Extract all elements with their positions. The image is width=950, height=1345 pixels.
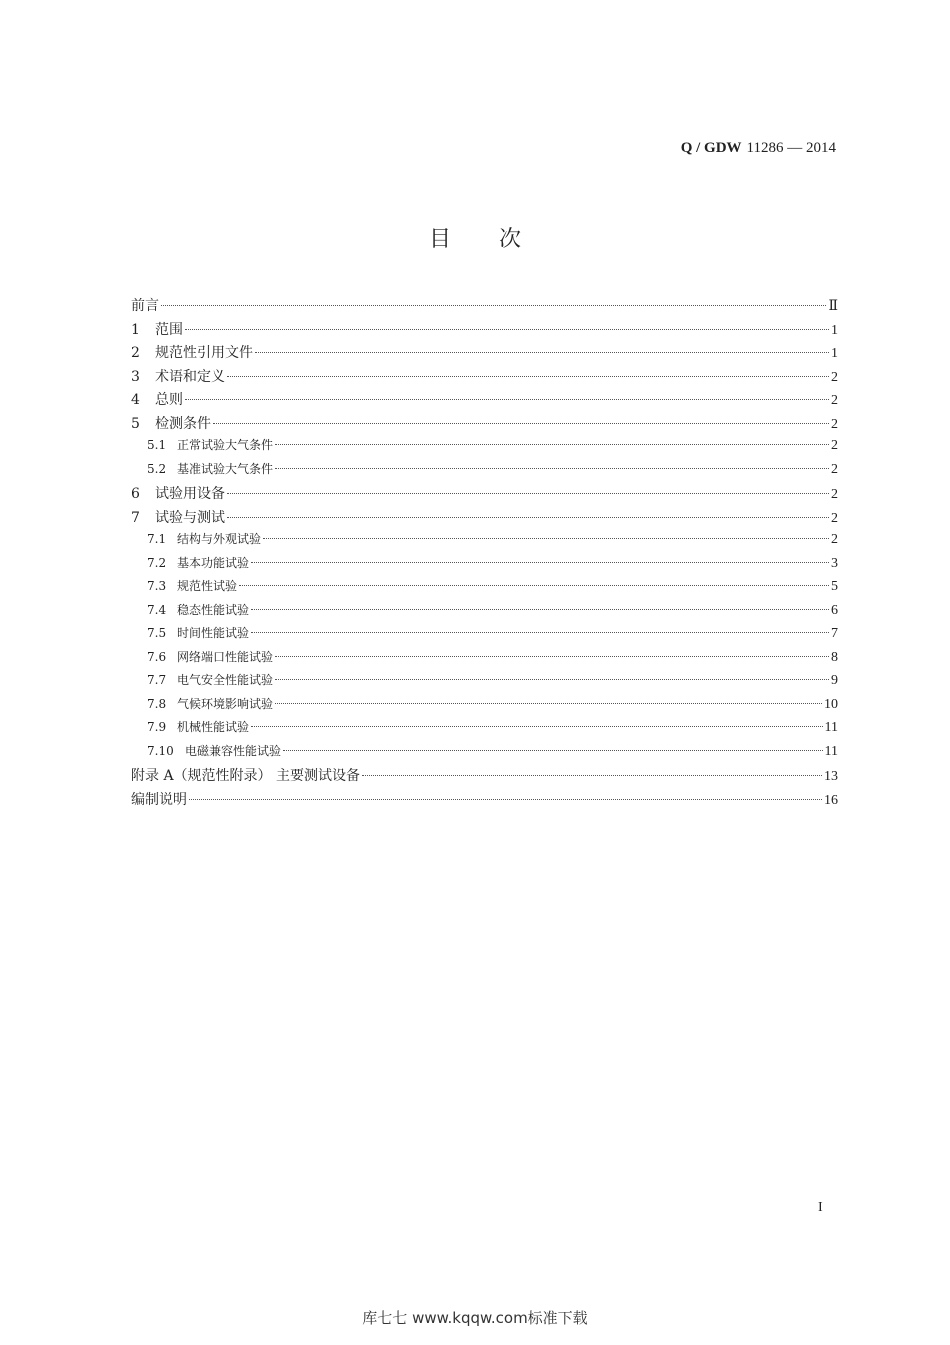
toc-entry-number: 3 [131, 368, 140, 385]
toc-leader [161, 305, 826, 306]
standard-code [681, 140, 836, 157]
toc-leader [227, 517, 829, 518]
toc-entry-4[interactable] [131, 389, 838, 413]
toc-entry-5-1[interactable] [131, 436, 838, 460]
watermark-text: 库七七 www.kqqw.com标准下载 [362, 1309, 588, 1327]
toc-entry-7-5[interactable] [131, 624, 838, 648]
toc-title: 目次 [428, 227, 569, 252]
toc-entry-7-3[interactable] [131, 577, 838, 601]
toc-entry-label: 时间性能试验 [177, 626, 250, 640]
toc-leader [251, 632, 829, 633]
toc-leader [251, 562, 829, 563]
toc-leader [189, 799, 822, 800]
toc-entry-page: 2 [831, 393, 838, 408]
toc-leader [227, 376, 829, 377]
toc-leader [251, 609, 829, 610]
toc-entry-label: 气候环境影响试验 [177, 696, 274, 711]
toc-entry-number: 1 [131, 321, 140, 338]
toc-entry-page: 2 [831, 532, 838, 547]
toc-leader [275, 656, 829, 657]
toc-entry-number: 6 [131, 486, 140, 502]
toc-entry-number: 2 [131, 345, 140, 361]
toc-entry-7-7[interactable] [131, 671, 838, 695]
toc-entry-page: 5 [831, 579, 838, 594]
toc-entry-number: 4 [131, 392, 140, 408]
toc-entry-number: 7.7 [147, 673, 167, 687]
toc-entry-label: 电磁兼容性能试验 [185, 743, 282, 758]
toc-entry-page: 2 [831, 438, 838, 453]
toc-entry-2[interactable] [131, 342, 838, 366]
toc-entry-page: 9 [831, 673, 838, 688]
toc-entry-label: 基准试验大气条件 [177, 461, 274, 476]
toc-leader [283, 750, 823, 751]
toc-entry-number: 7.2 [147, 555, 167, 570]
toc-entry-5-2[interactable] [131, 460, 838, 484]
toc-entry-7-8[interactable] [131, 695, 838, 719]
toc-entry-label: 总则 [155, 392, 183, 408]
toc-entry-appendix-a[interactable] [131, 765, 838, 789]
toc-entry-number: 7.10 [147, 743, 174, 758]
toc-entry-number: 7 [131, 509, 140, 526]
toc-entry-label: 检测条件 [155, 415, 211, 432]
toc-entry-label: 试验与测试 [155, 509, 225, 526]
toc-entry-page: 8 [831, 649, 838, 665]
toc-entry-3[interactable] [131, 366, 838, 390]
toc-entry-label: 编制说明 [131, 791, 187, 808]
toc-leader [275, 444, 829, 445]
toc-entry-page: 2 [831, 416, 838, 432]
standard-code-prefix: Q / GDW [680, 140, 742, 156]
toc-entry-page: Ⅱ [828, 299, 838, 314]
toc-entry-6[interactable] [131, 483, 838, 507]
toc-entry-page: 6 [831, 602, 838, 618]
toc-entry-label: 基本功能试验 [177, 555, 250, 570]
toc-entry-label: 机械性能试验 [177, 720, 250, 734]
toc-entry-label: 正常试验大气条件 [177, 438, 274, 452]
toc-entry-number: 7.1 [147, 532, 167, 546]
toc-entry-7-4[interactable] [131, 601, 838, 625]
toc-entry-page: 1 [831, 322, 838, 338]
toc-entry-label: 规范性引用文件 [155, 345, 253, 361]
toc-entry-page: 11 [824, 720, 838, 735]
toc-entry-label: 术语和定义 [155, 368, 225, 385]
page-number: I [818, 1200, 823, 1215]
toc-leader [185, 399, 829, 400]
toc-entry-label: 结构与外观试验 [177, 532, 262, 546]
toc-leader [185, 329, 829, 330]
toc-entry-label: 网络端口性能试验 [177, 649, 274, 664]
toc-entry-label: 试验用设备 [155, 486, 225, 502]
toc-entry-page: 2 [831, 369, 838, 385]
toc-entry-compilation-notes[interactable] [131, 789, 838, 813]
toc-entry-label: 规范性试验 [177, 579, 238, 593]
toc-entry-7-10[interactable] [131, 742, 838, 766]
toc-entry-7-2[interactable] [131, 554, 838, 578]
toc-entry-page: 16 [824, 792, 838, 808]
toc-leader [255, 352, 829, 353]
toc-entry-page: 2 [831, 487, 838, 502]
toc-entry-number: 7.9 [147, 720, 167, 734]
toc-entry-number: 7.8 [147, 696, 167, 711]
toc-entry-page: 2 [831, 461, 838, 477]
toc-entry-7-9[interactable] [131, 718, 838, 742]
toc-entry-7-6[interactable] [131, 648, 838, 672]
toc-entry-foreword[interactable] [131, 295, 838, 319]
toc-leader [239, 585, 829, 586]
toc-entry-label: 电气安全性能试验 [177, 673, 274, 687]
toc-entry-page: 10 [824, 696, 838, 712]
toc-entry-page: 11 [824, 743, 838, 759]
toc-entry-7-1[interactable] [131, 530, 838, 554]
toc-entry-label: 前言 [131, 298, 159, 314]
toc-entry-label: 稳态性能试验 [177, 602, 250, 617]
toc-leader [275, 679, 829, 680]
toc-entry-5[interactable] [131, 413, 838, 437]
toc-entry-number: 7.4 [147, 602, 167, 617]
toc-entry-page: 1 [831, 346, 838, 361]
toc-entry-1[interactable] [131, 319, 838, 343]
toc-entry-number: 5 [131, 415, 140, 432]
toc-entry-label: 附录 A（规范性附录） 主要测试设备 [131, 768, 361, 784]
toc-leader [275, 468, 829, 469]
toc-entry-7[interactable] [131, 507, 838, 531]
toc-entry-number: 5.2 [147, 461, 167, 476]
toc-leader [275, 703, 822, 704]
toc-entry-page: 3 [831, 555, 838, 571]
standard-code-number: 11286 — 2014 [746, 140, 836, 156]
toc-leader [362, 775, 822, 776]
toc-entry-page: 13 [824, 769, 838, 784]
toc-leader [263, 538, 829, 539]
toc-entry-number: 5.1 [147, 438, 167, 452]
toc-entry-number: 7.3 [147, 579, 167, 593]
toc-leader [213, 423, 829, 424]
toc-entry-page: 2 [831, 510, 838, 526]
toc-leader [227, 493, 829, 494]
toc-leader [251, 726, 823, 727]
toc-entry-number: 7.6 [147, 649, 167, 664]
toc-entry-page: 7 [831, 626, 838, 641]
toc-entry-label: 范围 [155, 321, 183, 338]
table-of-contents [131, 295, 838, 812]
toc-entry-number: 7.5 [147, 626, 167, 640]
